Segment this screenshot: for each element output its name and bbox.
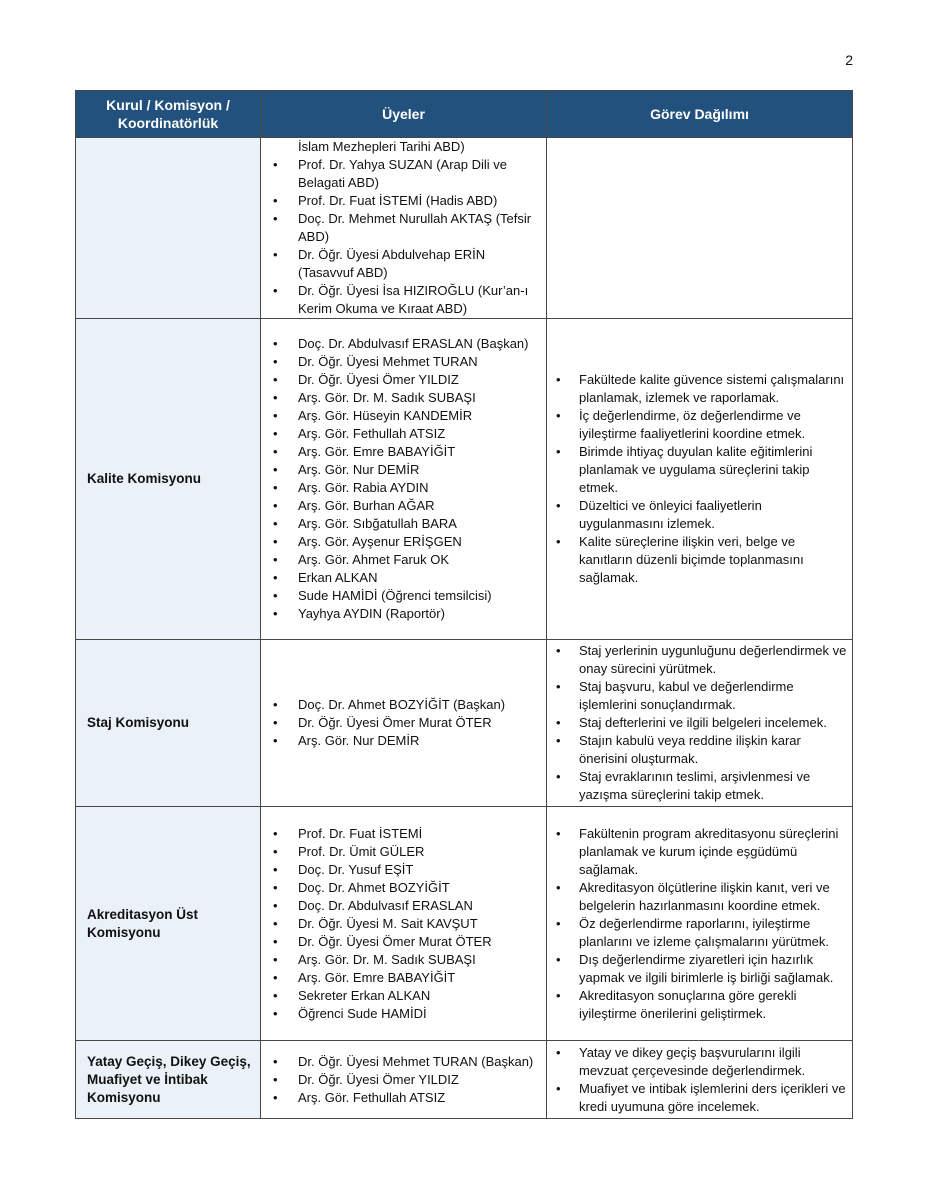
list-item (261, 879, 546, 897)
list-item (261, 371, 546, 389)
committee-name-cell (76, 1041, 261, 1119)
list-item-text: Dr. Öğr. Üyesi Mehmet TURAN (Başkan) (298, 1053, 534, 1069)
list-item-text: Arş. Gör. Burhan AĞAR (298, 498, 435, 513)
list-item-text: Yayhya AYDIN (Raportör) (298, 606, 445, 621)
bullet-icon: • (273, 987, 278, 1003)
list-item-text: Prof. Dr. Ümit GÜLER (298, 843, 425, 859)
list-item (261, 139, 546, 157)
bullet-icon: • (273, 969, 278, 985)
list-item (261, 461, 546, 479)
list-item-text: Dr. Öğr. Üyesi Ömer Murat ÖTER (298, 933, 492, 949)
bullet-icon: • (556, 769, 561, 784)
list-item-text: Yatay ve dikey geçiş başvurularını ilgili mevzuat çerçevesinde değerlendirmek. (579, 1044, 806, 1078)
bullet-icon: • (273, 534, 278, 549)
list-item (261, 515, 546, 533)
list-item-text: Dr. Öğr. Üyesi Mehmet TURAN (298, 354, 478, 369)
list-item (261, 861, 546, 879)
list-item-text: Arş. Gör. Fethullah ATSIZ (298, 1089, 446, 1105)
list-item (261, 533, 546, 551)
list-item-text: Arş. Gör. Fethullah ATSIZ (298, 426, 446, 441)
list-item-text: Arş. Gör. Nur DEMİR (298, 733, 420, 748)
list-item-text: Birimde ihtiyaç duyulan kalite eğitimlerini planlamak ve uygulama süreçlerini takip etmek. (579, 444, 813, 495)
list-item (547, 732, 852, 768)
list-item (547, 371, 852, 407)
bullet-icon: • (273, 1071, 278, 1087)
list-item (547, 497, 852, 533)
bullet-icon: • (273, 516, 278, 531)
list-item (261, 732, 546, 750)
list-item (261, 1071, 546, 1089)
duties-cell (547, 807, 853, 1041)
list-item-text: Doç. Dr. Mehmet Nurullah AKTAŞ (Tefsir ABD) (298, 211, 532, 244)
list-item (261, 389, 546, 407)
list-item-text: Akreditasyon ölçütlerine ilişkin kanıt, veri ve belgelerin hazırlanmasını koordine etmek. (579, 879, 830, 913)
list-item (261, 605, 546, 623)
bullet-icon: • (273, 354, 278, 369)
list-item-text: İç değerlendirme, öz değerlendirme ve iyileştirme faaliyetlerini koordine etmek. (579, 408, 806, 441)
list-item (261, 210, 546, 246)
bullet-icon: • (556, 444, 561, 459)
bullet-icon: • (556, 498, 561, 513)
list-item-text: Arş. Gör. Emre BABAYİĞİT (298, 969, 456, 985)
list-item-text: Düzeltici ve önleyici faaliyetlerin uygulanmasını izlemek. (579, 498, 762, 531)
list-item (547, 1080, 852, 1116)
list-item (547, 714, 852, 732)
list-item (261, 987, 546, 1005)
list-item (547, 915, 852, 951)
list-item (261, 443, 546, 461)
list-item-text: Staj yerlerinin uygunluğunu değerlendirmek ve onay sürecini yürütmek. (579, 643, 847, 676)
list-item (261, 192, 546, 210)
bullet-icon: • (273, 1005, 278, 1021)
list-item-text: Fakültenin program akreditasyonu süreçlerini planlamak ve kurum içinde eşgüdümü sağlamak. (579, 825, 839, 877)
table-body (76, 138, 853, 1119)
list-item (261, 915, 546, 933)
list-item (547, 951, 852, 987)
bullet-icon: • (273, 247, 278, 262)
list-item (261, 951, 546, 969)
table-row (76, 319, 853, 640)
list-item-text: Arş. Gör. Emre BABAYİĞİT (298, 444, 456, 459)
bullet-icon: • (273, 951, 278, 967)
members-cell (261, 319, 547, 640)
page-number: 2 (845, 52, 853, 68)
list-item-text: Dr. Öğr. Üyesi İsa HIZIROĞLU (Kur’an-ı Kerim Okuma ve Kıraat ABD) (298, 283, 529, 316)
bullet-icon: • (273, 390, 278, 405)
bullet-icon: • (273, 588, 278, 603)
bullet-icon: • (556, 915, 561, 931)
bullet-icon: • (273, 444, 278, 459)
list-item (547, 678, 852, 714)
list-item-text: Fakültede kalite güvence sistemi çalışmalarını planlamak, izlemek ve raporlamak. (579, 372, 845, 405)
duties-cell (547, 319, 853, 640)
table-row (76, 807, 853, 1041)
list-item (261, 933, 546, 951)
list-item-text: Erkan ALKAN (298, 570, 378, 585)
bullet-icon: • (556, 879, 561, 895)
bullet-icon: • (273, 552, 278, 567)
list-item-text: İslam Mezhepleri Tarihi ABD) (298, 139, 465, 154)
committee-name: Akreditasyon Üst Komisyonu (87, 906, 199, 940)
list-item (547, 987, 852, 1023)
list-item-text: Dr. Öğr. Üyesi Abdulvehap ERİN (Tasavvuf ABD) (298, 247, 486, 280)
list-item (261, 843, 546, 861)
bullet-icon: • (273, 933, 278, 949)
bullet-icon: • (273, 193, 278, 208)
column-header-kurul-komisyon: Kurul / Komisyon / Koordinatörlük (76, 91, 261, 138)
list-item (261, 569, 546, 587)
committee-name-cell (76, 807, 261, 1041)
committee-name-cell (76, 319, 261, 640)
list-item (261, 282, 546, 318)
column-header-gorev-dagilimi: Görev Dağılımı (547, 91, 853, 138)
bullet-icon: • (273, 715, 278, 730)
bullet-icon: • (273, 825, 278, 841)
list-item (261, 825, 546, 843)
list-item (261, 1005, 546, 1023)
bullet-icon: • (556, 408, 561, 423)
list-item-text: Dr. Öğr. Üyesi Ömer Murat ÖTER (298, 715, 492, 730)
bullet-icon: • (273, 480, 278, 495)
list-item-text: Prof. Dr. Yahya SUZAN (Arap Dili ve Belagati ABD) (298, 157, 508, 190)
bullet-icon: • (556, 733, 561, 748)
list-item (261, 425, 546, 443)
bullet-icon: • (273, 211, 278, 226)
bullet-icon: • (556, 1044, 561, 1060)
duties-cell (547, 138, 853, 319)
list-item-text: Muafiyet ve intibak işlemlerini ders içerikleri ve kredi uyumuna göre incelemek. (579, 1080, 846, 1114)
list-item (547, 642, 852, 678)
bullet-icon: • (556, 987, 561, 1003)
list-item-text: Doç. Dr. Ahmet BOZYİĞİT (Başkan) (298, 697, 506, 712)
list-item-text: Sekreter Erkan ALKAN (298, 987, 431, 1003)
list-item-text: Staj defterlerini ve ilgili belgeleri incelemek. (579, 715, 827, 730)
bullet-icon: • (273, 157, 278, 172)
list-item (261, 1053, 546, 1071)
bullet-icon: • (273, 372, 278, 387)
bullet-icon: • (273, 897, 278, 913)
list-item-text: Staj evraklarının teslimi, arşivlenmesi ve yazışma süreçlerini takip etmek. (579, 769, 811, 802)
list-item-text: Dış değerlendirme ziyaretleri için hazırlık yapmak ve ilgili birimlerle iş birliği sağlamak. (579, 951, 834, 985)
list-item (261, 696, 546, 714)
members-cell (261, 640, 547, 807)
table-row (76, 640, 853, 807)
bullet-icon: • (556, 372, 561, 387)
list-item-text: Arş. Gör. Ayşenur ERİŞGEN (298, 534, 462, 549)
list-item-text: Arş. Gör. Dr. M. Sadık SUBAŞI (298, 390, 476, 405)
bullet-icon: • (556, 715, 561, 730)
list-item-text: Arş. Gör. Hüseyin KANDEMİR (298, 408, 473, 423)
list-item (261, 335, 546, 353)
bullet-icon: • (556, 534, 561, 549)
members-cell (261, 138, 547, 319)
bullet-icon: • (273, 861, 278, 877)
duties-cell (547, 1041, 853, 1119)
list-item (261, 246, 546, 282)
bullet-icon: • (273, 915, 278, 931)
bullet-icon: • (556, 679, 561, 694)
list-item (261, 353, 546, 371)
list-item-text: Öz değerlendirme raporlarını, iyileştirme planlarını ve izleme çalışmalarını yürütmek. (579, 915, 829, 949)
bullet-icon: • (273, 570, 278, 585)
list-item-text: Prof. Dr. Fuat İSTEMİ (298, 825, 423, 841)
list-item-text: Dr. Öğr. Üyesi Ömer YILDIZ (298, 372, 459, 387)
list-item-text: Doç. Dr. Abdulvasıf ERASLAN (Başkan) (298, 336, 529, 351)
bullet-icon: • (273, 1089, 278, 1105)
list-item (547, 407, 852, 443)
bullet-icon: • (273, 606, 278, 621)
bullet-icon: • (273, 336, 278, 351)
bullet-icon: • (273, 408, 278, 423)
bullet-icon: • (273, 1053, 278, 1069)
list-item-text: Doç. Dr. Yusuf EŞİT (298, 861, 414, 877)
bullet-icon: • (273, 733, 278, 748)
committee-name-cell (76, 138, 261, 319)
list-item-text: Öğrenci Sude HAMİDİ (298, 1005, 427, 1021)
duties-cell (547, 640, 853, 807)
list-item-text: Arş. Gör. Rabia AYDIN (298, 480, 429, 495)
bullet-icon: • (273, 462, 278, 477)
list-item-text: Arş. Gör. Ahmet Faruk OK (298, 552, 449, 567)
list-item (547, 1044, 852, 1080)
list-item-text: Sude HAMİDİ (Öğrenci temsilcisi) (298, 588, 492, 603)
members-cell (261, 1041, 547, 1119)
list-item (261, 497, 546, 515)
list-item (261, 479, 546, 497)
list-item (547, 825, 852, 879)
list-item (547, 443, 852, 497)
bullet-icon: • (556, 1080, 561, 1096)
committee-name-cell (76, 640, 261, 807)
list-item (261, 1089, 546, 1107)
committee-name: Yatay Geçiş, Dikey Geçiş, Muafiyet ve İntibak Komisyonu (87, 1053, 251, 1105)
list-item-text: Doç. Dr. Abdulvasıf ERASLAN (298, 897, 473, 913)
list-item-text: Dr. Öğr. Üyesi M. Sait KAVŞUT (298, 915, 478, 931)
table-header-row (76, 91, 853, 138)
list-item-text: Prof. Dr. Fuat İSTEMİ (Hadis ABD) (298, 193, 498, 208)
committees-table (75, 90, 853, 1119)
bullet-icon: • (273, 426, 278, 441)
table-row (76, 138, 853, 319)
list-item (261, 551, 546, 569)
bullet-icon: • (273, 697, 278, 712)
list-item (261, 407, 546, 425)
list-item (547, 533, 852, 587)
committee-name: Staj Komisyonu (87, 715, 190, 730)
list-item-text: Staj başvuru, kabul ve değerlendirme işlemlerini sonuçlandırmak. (579, 679, 794, 712)
table-row (76, 1041, 853, 1119)
list-item-text: Arş. Gör. Dr. M. Sadık SUBAŞI (298, 951, 476, 967)
committee-name: Kalite Komisyonu (87, 471, 202, 486)
list-item (261, 156, 546, 192)
bullet-icon: • (273, 879, 278, 895)
list-item (547, 768, 852, 804)
bullet-icon: • (273, 283, 278, 298)
list-item (261, 714, 546, 732)
list-item-text: Kalite süreçlerine ilişkin veri, belge ve kanıtların düzenli biçimde toplanmasını sağlamak. (579, 534, 804, 585)
list-item (261, 587, 546, 605)
list-item-text: Doç. Dr. Ahmet BOZYİĞİT (298, 879, 450, 895)
list-item-text: Stajın kabulü veya reddine ilişkin karar önerisini oluşturmak. (579, 733, 801, 766)
column-header-uyeler: Üyeler (261, 91, 547, 138)
list-item-text: Arş. Gör. Sıbğatullah BARA (298, 516, 457, 531)
bullet-icon: • (556, 643, 561, 658)
list-item-text: Akreditasyon sonuçlarına göre gerekli iyileştirme önerilerini geliştirmek. (579, 987, 797, 1021)
list-item (261, 969, 546, 987)
list-item-text: Dr. Öğr. Üyesi Ömer YILDIZ (298, 1071, 459, 1087)
bullet-icon: • (273, 843, 278, 859)
list-item (547, 879, 852, 915)
bullet-icon: • (556, 825, 561, 841)
bullet-icon: • (556, 951, 561, 967)
list-item (261, 897, 546, 915)
list-item-text: Arş. Gör. Nur DEMİR (298, 462, 420, 477)
bullet-icon: • (273, 498, 278, 513)
members-cell (261, 807, 547, 1041)
